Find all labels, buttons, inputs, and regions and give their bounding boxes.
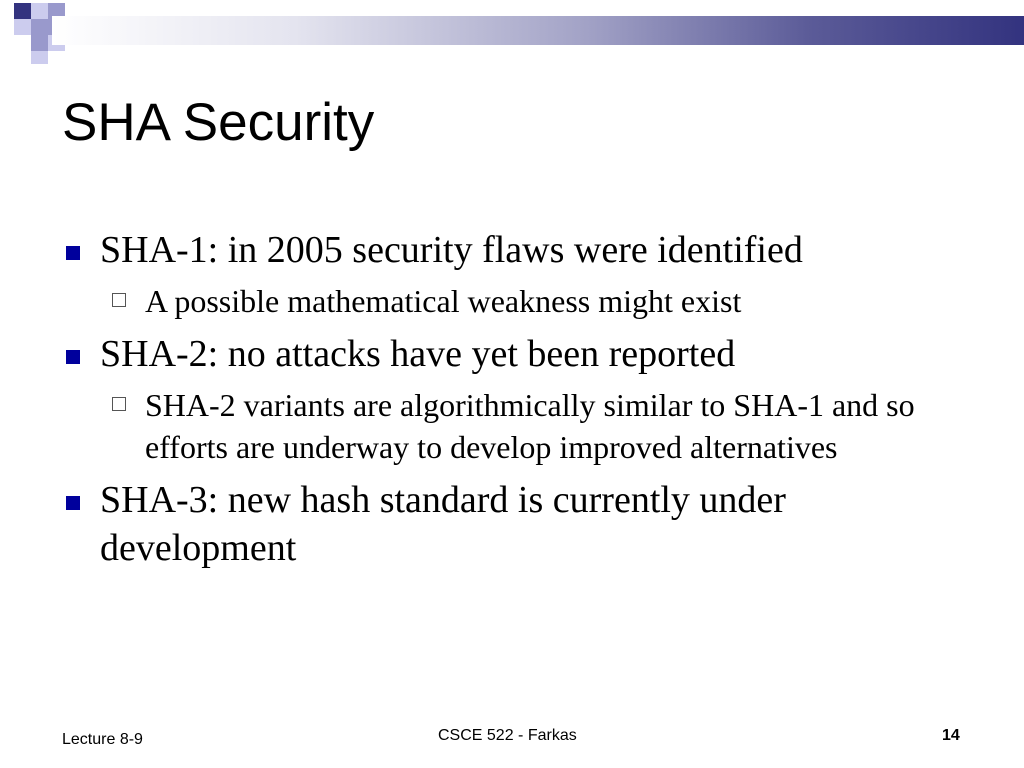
- sub-bullet-text: A possible mathematical weakness might exist: [145, 283, 742, 319]
- footer-course-label: CSCE 522 - Farkas: [438, 727, 577, 744]
- hollow-square-bullet-icon: [112, 397, 126, 411]
- bullet-text: SHA-3: new hash standard is currently under development: [100, 479, 786, 569]
- bullet-item: [62, 226, 942, 274]
- slide-number: 14: [942, 727, 960, 744]
- bullet-text: SHA-1: in 2005 security flaws were identified: [100, 229, 803, 271]
- square-bullet-icon: [66, 246, 80, 260]
- bullet-item: [62, 476, 942, 572]
- hollow-square-bullet-icon: [112, 293, 126, 307]
- decor-square: [14, 3, 31, 19]
- decor-square: [31, 3, 48, 19]
- bullet-text: SHA-2: no attacks have yet been reported: [100, 333, 736, 375]
- decor-square: [31, 19, 48, 35]
- slide-title: SHA Security: [62, 93, 375, 152]
- sub-bullet-item: [62, 384, 942, 468]
- bullet-item: [62, 330, 942, 378]
- square-bullet-icon: [66, 496, 80, 510]
- sub-bullet-item: [62, 280, 942, 322]
- bullet-list: [62, 226, 942, 578]
- square-bullet-icon: [66, 350, 80, 364]
- header-gradient-bar: [52, 16, 1024, 45]
- decor-square: [31, 35, 48, 51]
- decor-square: [31, 51, 48, 64]
- sub-bullet-text: SHA-2 variants are algorithmically similar to SHA-1 and so efforts are underway to develop improved alternatives: [145, 387, 915, 465]
- decor-square: [14, 19, 31, 35]
- footer-lecture-label: Lecture 8-9: [62, 731, 143, 748]
